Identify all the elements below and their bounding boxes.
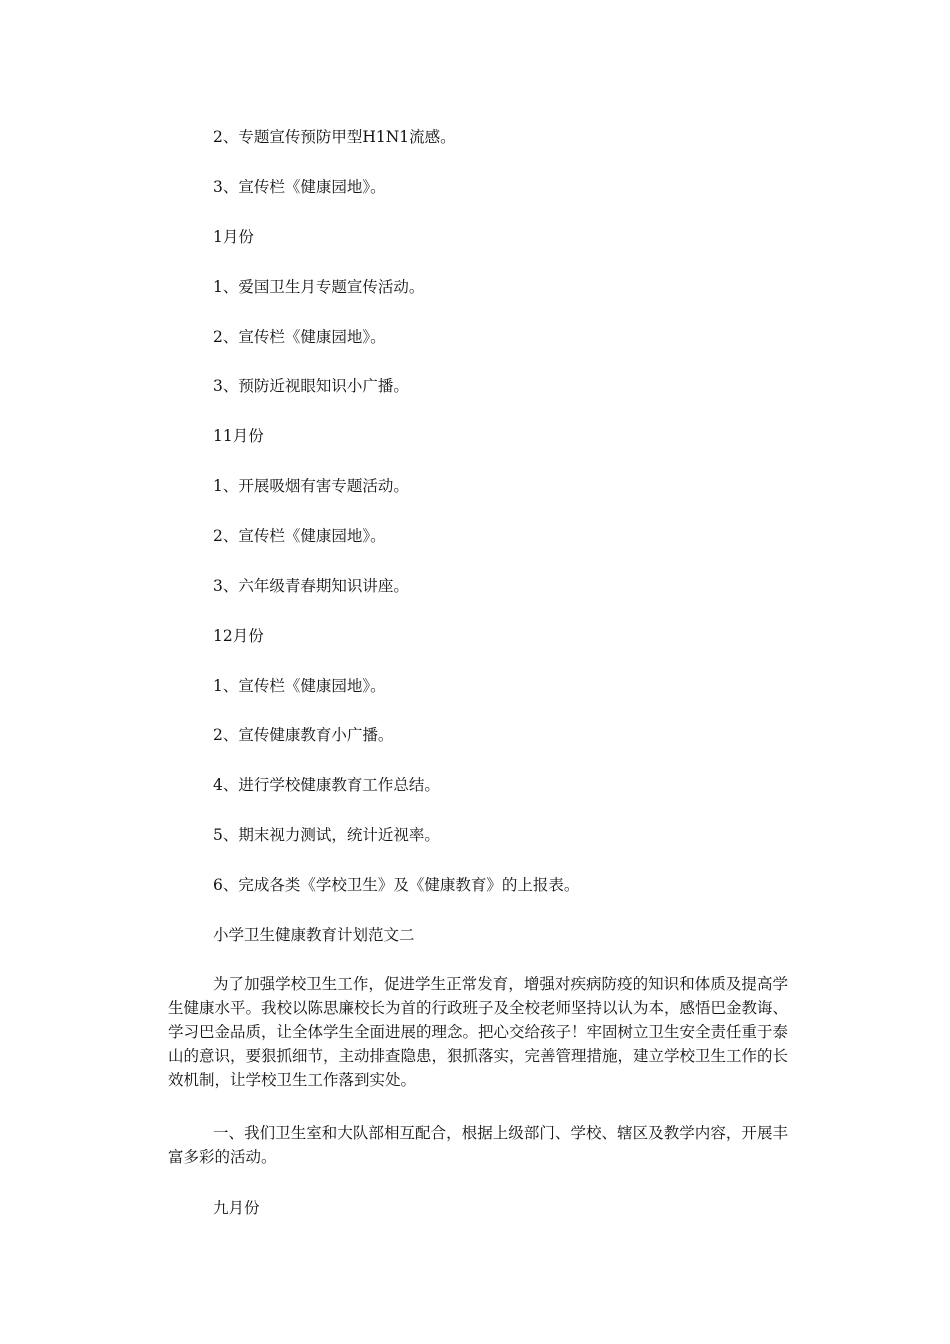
month-heading: 11月份 [213, 427, 264, 445]
list-item: 2、宣传健康教育小广播。 [213, 726, 394, 744]
body-paragraph: 为了加强学校卫生工作，促进学生正常发育，增强对疾病防疫的知识和体质及提高学生健康水平。我校以陈思廉校长为首的行政班子及全校老师坚持以认为本，感悟巴金教诲、学习巴金品质，让全体学生全面进展的理念。把心交给孩子！牢固树立卫生安全责任重于泰山的意识，要狠抓细节，主动排查隐患，狠抓落实，完善管理措施，建立学校卫生工作的长效机制，让学校卫生工作落到实处。 [168, 975, 789, 1089]
month-heading: 1月份 [213, 228, 254, 246]
list-item: 1、宣传栏《健康园地》。 [213, 677, 386, 695]
list-item: 2、宣传栏《健康园地》。 [213, 527, 386, 545]
list-item: 2、专题宣传预防甲型H1N1流感。 [213, 128, 456, 146]
body-paragraph: 一、我们卫生室和大队部相互配合，根据上级部门、学校、辖区及教学内容，开展丰富多彩的活动。 [168, 1124, 788, 1166]
month-heading: 九月份 [213, 1199, 260, 1217]
list-item: 3、宣传栏《健康园地》。 [213, 178, 386, 196]
list-item: 1、开展吸烟有害专题活动。 [213, 477, 409, 495]
section-title: 小学卫生健康教育计划范文二 [213, 926, 415, 944]
list-item: 3、预防近视眼知识小广播。 [213, 377, 409, 395]
month-heading: 12月份 [213, 627, 264, 645]
list-item: 1、爱国卫生月专题宣传活动。 [213, 278, 425, 296]
list-item: 2、宣传栏《健康园地》。 [213, 328, 386, 346]
list-item: 3、六年级青春期知识讲座。 [213, 577, 409, 595]
list-item: 4、进行学校健康教育工作总结。 [213, 776, 440, 794]
list-item: 5、期末视力测试，统计近视率。 [213, 826, 440, 844]
list-item: 6、完成各类《学校卫生》及《健康教育》的上报表。 [213, 876, 580, 894]
